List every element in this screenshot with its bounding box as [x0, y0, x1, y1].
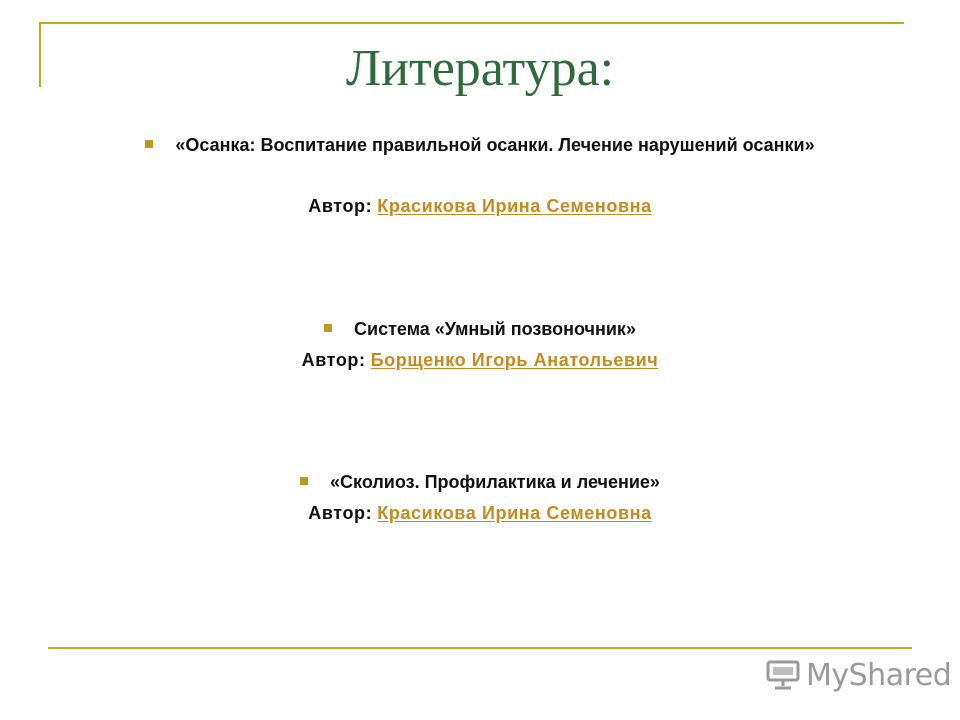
frame-top-line — [40, 22, 904, 24]
myshared-logo — [766, 655, 951, 695]
author-link[interactable]: Красикова Ирина Семеновна — [377, 503, 652, 523]
list-item-1-author — [0, 194, 960, 218]
square-bullet-icon — [145, 140, 153, 148]
square-bullet-icon — [300, 477, 308, 485]
page-title: Литература: — [345, 40, 615, 97]
list-item-2-author — [0, 348, 960, 372]
author-label: Автор: — [308, 196, 373, 216]
author-link[interactable]: Борщенко Игорь Анатольевич — [370, 350, 659, 370]
logo-text: MyShared — [806, 657, 952, 693]
list-item-2-book — [0, 317, 960, 341]
projector-screen-icon — [766, 660, 800, 690]
author-label: Автор: — [308, 503, 373, 523]
author-label: Автор: — [301, 350, 366, 370]
book-title: «Осанка: Воспитание правильной осанки. Лечение нарушений осанки» — [175, 135, 815, 155]
list-item-3-author — [0, 501, 960, 525]
square-bullet-icon — [324, 324, 332, 332]
list-item-3-book — [0, 470, 960, 494]
frame-bottom-line — [48, 647, 912, 649]
book-title: «Сколиоз. Профилактика и лечение» — [330, 472, 660, 492]
author-link[interactable]: Красикова Ирина Семеновна — [377, 196, 652, 216]
list-item-1-book — [0, 133, 960, 157]
book-title: Система «Умный позвоночник» — [354, 319, 636, 339]
